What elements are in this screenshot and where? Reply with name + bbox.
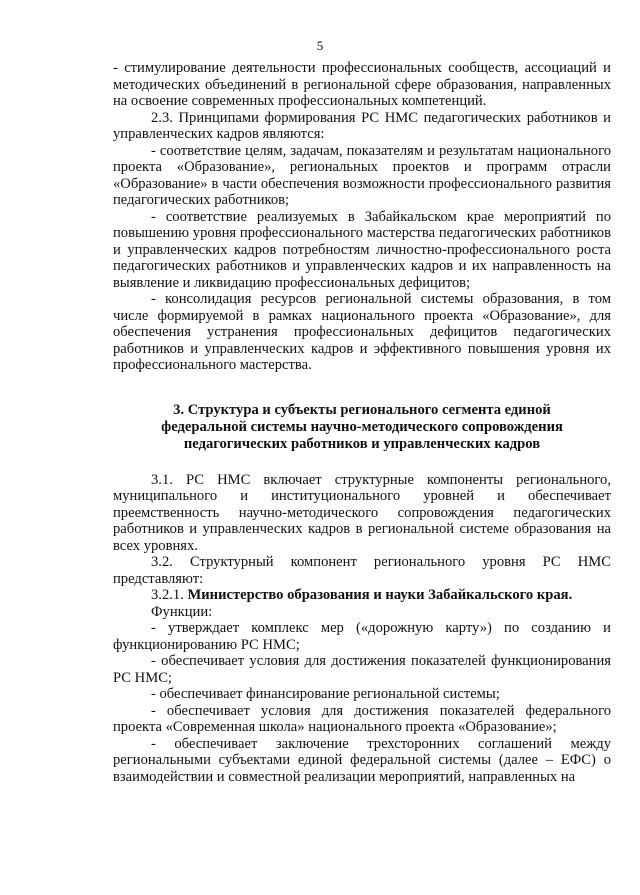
paragraph: 3.2. Структурный компонент регионального уровня РС НМС представляют: xyxy=(113,554,611,587)
page-number: 5 xyxy=(316,38,324,53)
subsection-number: 3.2.1. xyxy=(151,587,188,603)
heading-line: 3. Структура и субъекты регионального сегмента единой xyxy=(173,401,551,418)
paragraph: - стимулирование деятельности профессиональных сообществ, ассоциаций и методических объединений в региональной сфере образования, направленных на освоение современных профессиональных компетенций. xyxy=(113,60,611,109)
list-item: - консолидация ресурсов региональной системы образования, в том числе формируемой в рамках национального проекта «Образование», для обеспечения устранения профессиональных дефицитов педагогических работников и управленческих кадров и эффективного повышения уровня их профессионального мастерства. xyxy=(113,291,611,373)
paragraph: 2.3. Принципами формирования РС НМС педагогических работников и управленческих кадров являются: xyxy=(113,109,611,142)
heading-line: педагогических работников и управленческих кадров xyxy=(183,435,541,452)
paragraph: 3.1. РС НМС включает структурные компоненты регионального, муниципального и институционального уровней и обеспечивает преемственность научно-методического сопровождения педагогических работников и управленческих кадров в региональной системе образования на всех уровнях. xyxy=(113,471,611,554)
subsection-name: Министерство образования и науки Забайкальского края. xyxy=(187,587,573,603)
list-item: - обеспечивает условия для достижения показателей федерального проекта «Современная школа» национального проекта «Образование»; xyxy=(113,702,611,735)
list-item: - обеспечивает условия для достижения показателей функционирования РС НМС; xyxy=(113,653,611,686)
list-item: - обеспечивает финансирование региональной системы; xyxy=(151,686,500,702)
list-item: - обеспечивает заключение трехсторонних соглашений между региональными субъектами единой федеральной системы (далее – ЕФС) о взаимодействии и совместной реализации мероприятий, направленных на xyxy=(113,735,611,785)
list-item: - соответствие целям, задачам, показателям и результатам национального проекта «Образование», региональных проектов и программ отрасли «Образование» в части обеспечения возможности профессионального развития педагогических работников; xyxy=(113,142,611,208)
document-body xyxy=(113,60,611,785)
paragraph: Функции: xyxy=(151,603,213,620)
list-item: - утверждает комплекс мер («дорожную карту») по созданию и функционированию РС НМС; xyxy=(113,620,611,653)
list-item: - соответствие реализуемых в Забайкальском крае мероприятий по повышению уровня профессионального мастерства педагогических работников и управленческих кадров потребностям личностно-профессионального роста педагогических работников и управленческих кадров и их направленность на выявление и ликвидацию профессиональных дефицитов; xyxy=(113,208,611,291)
subsection-title xyxy=(113,587,611,604)
section-heading xyxy=(113,402,611,453)
heading-line: федеральной системы научно-методического сопровождения xyxy=(161,418,563,435)
